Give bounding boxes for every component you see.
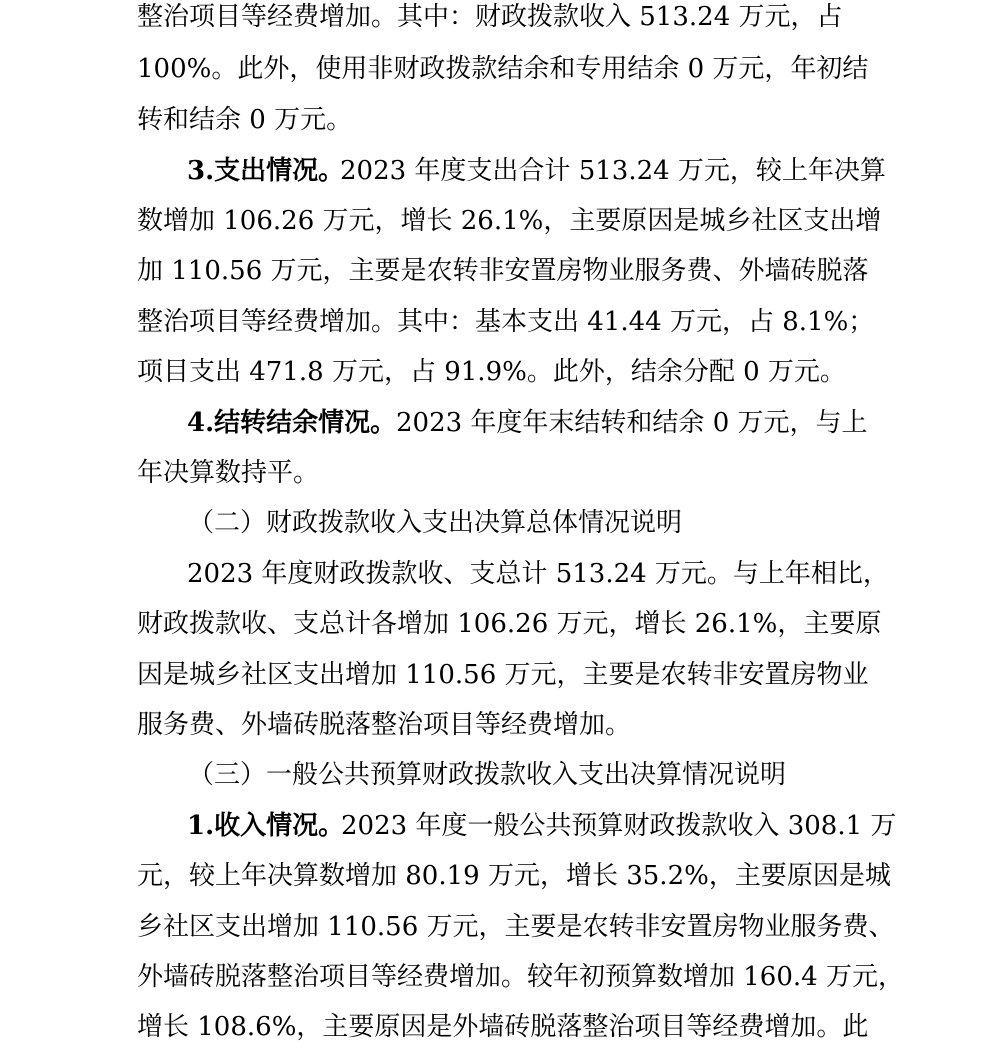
paragraph-line: [0, 952, 1000, 1002]
paragraph-line: [0, 851, 1000, 901]
line-text: 加 110.56 万元，主要是农转非安置房物业服务费、外墙砖脱落: [137, 256, 869, 286]
line-text: 增长 108.6%，主要原因是外墙砖脱落整治项目等经费增加。此: [137, 1012, 869, 1042]
section-heading-line: [0, 146, 1000, 196]
line-text: 2023 年度一般公共预算财政拨款收入 308.1 万: [341, 811, 897, 841]
section-title: [0, 498, 1000, 548]
paragraph-line: [0, 95, 1000, 145]
paragraph-line: [0, 650, 1000, 700]
line-text: 整治项目等经费增加。其中：财政拨款收入 513.24 万元，占: [137, 2, 843, 32]
line-text: 财政拨款收、支总计各增加 106.26 万元，增长 26.1%，主要原: [137, 609, 882, 639]
line-text: 乡社区支出增加 110.56 万元，主要是农转非安置房物业服务费、: [137, 912, 895, 942]
subsection-heading: 1.收入情况。: [187, 811, 345, 841]
section-title-text: （三）一般公共预算财政拨款收入支出决算情况说明: [188, 760, 787, 790]
line-text: 2023 年度财政拨款收、支总计 513.24 万元。与上年相比，: [187, 559, 889, 589]
line-text: 外墙砖脱落整治项目等经费增加。较年初预算数增加 160.4 万元，: [137, 962, 904, 992]
line-text: 项目支出 471.8 万元，占 91.9%。此外，结余分配 0 万元。: [137, 357, 846, 387]
line-text: 服务费、外墙砖脱落整治项目等经费增加。: [137, 710, 632, 740]
paragraph-line: [0, 44, 1000, 94]
line-text: 100%。此外，使用非财政拨款结余和专用结余 0 万元，年初结: [137, 54, 869, 84]
paragraph-line: [0, 196, 1000, 246]
paragraph-line: [0, 0, 1000, 42]
subsection-heading: 3.支出情况。: [187, 156, 345, 186]
paragraph-line: [0, 246, 1000, 296]
paragraph-line: [0, 448, 1000, 498]
subsection-heading: 4.结转结余情况。: [187, 408, 397, 438]
line-text: 2023 年度支出合计 513.24 万元，较上年决算: [340, 156, 886, 186]
section-title: [0, 750, 1000, 800]
line-text: 2023 年度年末结转和结余 0 万元，与上: [396, 408, 868, 438]
section-title-text: （二）财政拨款收入支出决算总体情况说明: [188, 508, 683, 538]
paragraph-line: [0, 902, 1000, 952]
line-text: 元，较上年决算数增加 80.19 万元，增长 35.2%，主要原因是城: [137, 861, 891, 891]
paragraph-line: [0, 549, 1000, 599]
paragraph-line: [0, 347, 1000, 397]
paragraph-line: [0, 599, 1000, 649]
line-text: 数增加 106.26 万元，增长 26.1%，主要原因是城乡社区支出增: [137, 206, 882, 236]
line-text: 整治项目等经费增加。其中：基本支出 41.44 万元，占 8.1%；: [137, 307, 875, 337]
section-heading-line: [0, 398, 1000, 448]
paragraph-line: [0, 297, 1000, 347]
paragraph-line: [0, 700, 1000, 750]
section-heading-line: [0, 801, 1000, 851]
line-text: 因是城乡社区支出增加 110.56 万元，主要是农转非安置房物业: [137, 660, 869, 690]
paragraph-line: [0, 1002, 1000, 1052]
line-text: 转和结余 0 万元。: [137, 105, 353, 135]
line-text: 年决算数持平。: [137, 458, 320, 488]
